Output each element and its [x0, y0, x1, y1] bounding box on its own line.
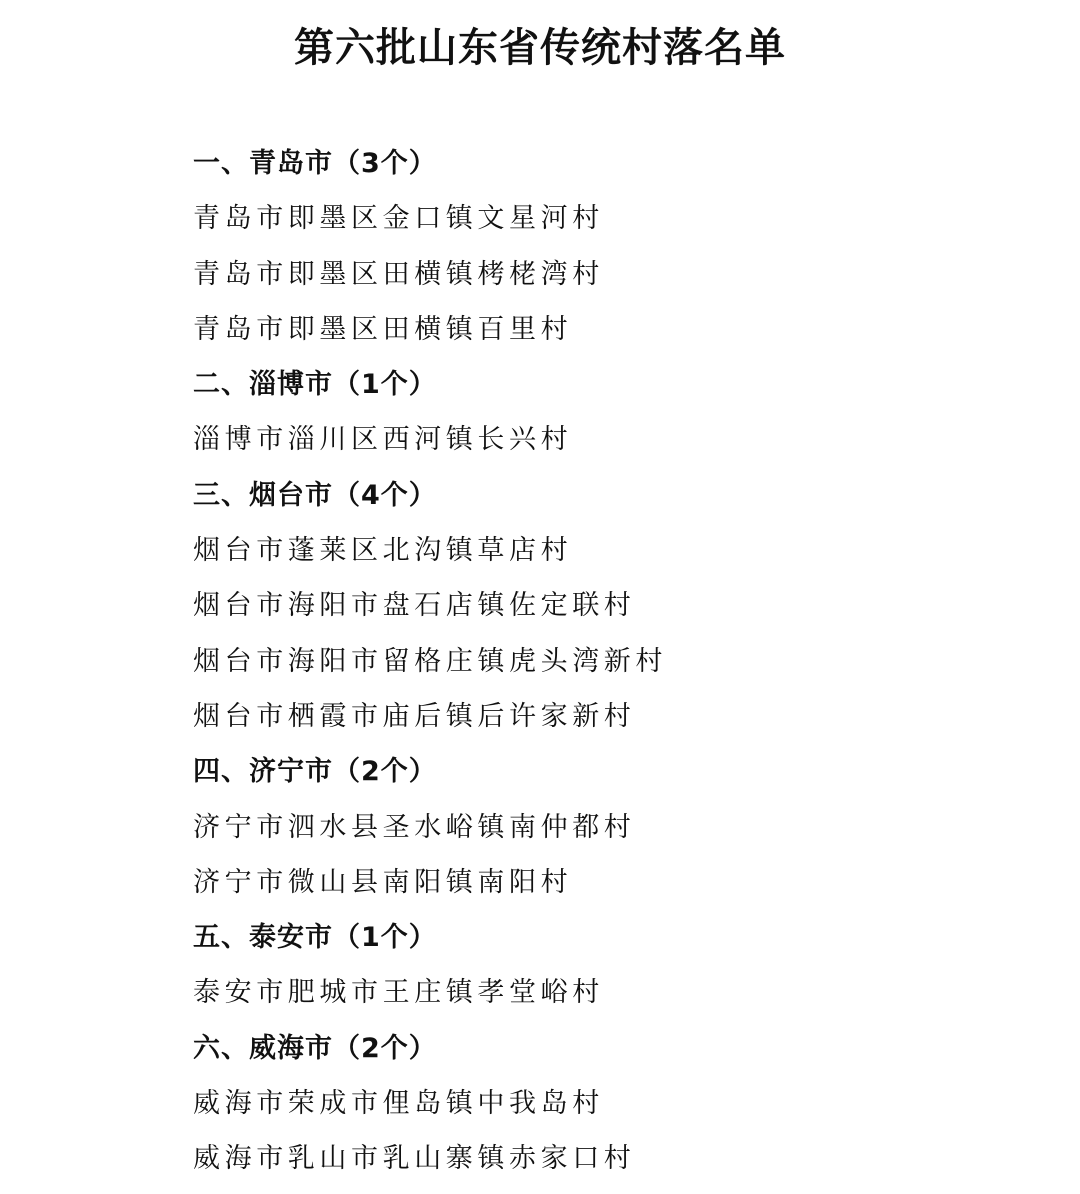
list-item: 烟台市海阳市盘石店镇佐定联村 [193, 590, 636, 622]
section-heading-weihai: 六、威海市（2个） [193, 1032, 437, 1064]
list-item: 青岛市即墨区金口镇文星河村 [193, 203, 604, 235]
section-heading-yantai: 三、烟台市（4个） [193, 479, 437, 511]
list-item: 烟台市海阳市留格庄镇虎头湾新村 [193, 645, 667, 677]
list-item: 威海市荣成市俚岛镇中我岛村 [193, 1088, 604, 1120]
section-heading-zibo: 二、淄博市（1个） [193, 369, 437, 401]
section-heading-taian: 五、泰安市（1个） [193, 922, 437, 954]
list-item: 淄博市淄川区西河镇长兴村 [193, 424, 573, 456]
section-heading-qingdao: 一、青岛市（3个） [193, 148, 437, 179]
list-item: 烟台市栖霞市庙后镇后许家新村 [193, 700, 636, 732]
list-item: 济宁市泗水县圣水峪镇南仲都村 [193, 811, 636, 843]
list-item: 青岛市即墨区田横镇百里村 [193, 313, 573, 345]
list-item: 威海市乳山市乳山寨镇赤家口村 [193, 1143, 636, 1175]
village-list [193, 136, 667, 1187]
list-item: 烟台市蓬莱区北沟镇草店村 [193, 535, 573, 567]
list-item: 济宁市微山县南阳镇南阳村 [193, 866, 573, 898]
document-title: 第六批山东省传统村落名单 [294, 25, 786, 71]
section-heading-jining: 四、济宁市（2个） [193, 756, 437, 788]
list-item: 泰安市肥城市王庄镇孝堂峪村 [193, 977, 604, 1009]
list-item: 青岛市即墨区田横镇栲栳湾村 [193, 258, 604, 290]
